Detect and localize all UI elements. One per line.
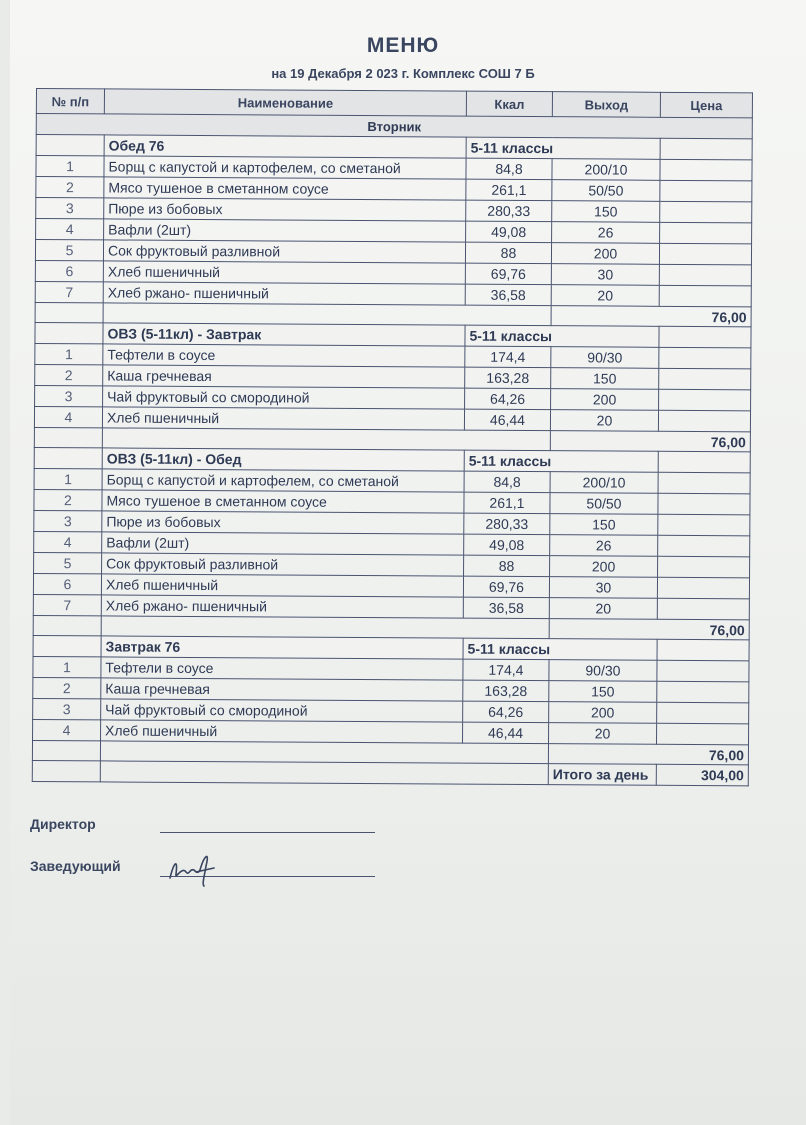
dish-name: Хлеб пшеничный <box>101 574 463 597</box>
dish-output: 200 <box>550 556 658 578</box>
section-classes: 5-11 классы <box>463 638 657 660</box>
dish-name: Хлеб ржано- пшеничный <box>101 595 463 618</box>
dish-kcal: 261,1 <box>464 492 550 514</box>
section-price-cell <box>660 138 752 160</box>
row-number: 4 <box>33 719 101 740</box>
dish-kcal: 163,28 <box>465 367 551 389</box>
dish-kcal: 49,08 <box>466 221 552 243</box>
handwritten-signature <box>166 848 226 888</box>
dish-kcal: 84,8 <box>464 471 550 493</box>
dish-kcal: 36,58 <box>465 284 551 306</box>
dish-kcal: 261,1 <box>466 179 552 201</box>
dish-price <box>659 285 751 307</box>
dish-price <box>658 535 750 557</box>
director-label: Директор <box>30 816 96 832</box>
dish-kcal: 88 <box>464 555 550 577</box>
dish-name: Хлеб пшеничный <box>102 407 464 430</box>
total-empty-cell <box>101 616 549 639</box>
dish-output: 150 <box>550 514 658 536</box>
dish-output: 20 <box>549 598 657 620</box>
dish-output: 20 <box>549 723 657 745</box>
row-number: 5 <box>34 552 102 573</box>
total-empty-cell <box>100 761 548 785</box>
section-price-cell <box>658 451 750 473</box>
dish-price <box>659 389 751 411</box>
dish-name: Хлеб ржано- пшеничный <box>103 282 465 305</box>
dish-output: 200/10 <box>552 159 660 181</box>
dish-name: Каша гречневая <box>103 365 465 388</box>
day-total-row <box>32 760 748 785</box>
manager-label: Заведующий <box>30 858 121 874</box>
dish-output: 20 <box>550 410 658 432</box>
dish-kcal: 46,44 <box>463 722 549 744</box>
column-header-price: Цена <box>660 92 752 118</box>
dish-kcal: 84,8 <box>466 158 552 180</box>
dish-price <box>657 660 749 682</box>
dish-kcal: 69,76 <box>463 576 549 598</box>
dish-name: Чай фруктовый со смородиной <box>101 699 463 722</box>
row-number: 5 <box>35 240 103 261</box>
section-classes: 5-11 классы <box>465 325 659 347</box>
row-number: 4 <box>36 219 104 240</box>
section-classes: 5-11 классы <box>464 450 658 472</box>
dish-output: 50/50 <box>552 180 660 202</box>
row-number: 3 <box>34 510 102 531</box>
page-title: МЕНЮ <box>366 34 440 57</box>
dish-price <box>660 222 752 244</box>
dish-output: 150 <box>552 201 660 223</box>
section-price-cell <box>657 639 749 661</box>
column-header-number: № п/п <box>36 89 104 114</box>
dish-price <box>659 264 751 286</box>
director-signature-line <box>160 832 375 833</box>
dish-output: 30 <box>549 577 657 599</box>
dish-output: 200/10 <box>550 472 658 494</box>
dish-price <box>657 681 749 703</box>
row-number: 1 <box>33 656 101 677</box>
dish-output: 200 <box>551 243 659 265</box>
row-number: 7 <box>33 594 101 615</box>
row-number: 2 <box>36 177 104 198</box>
menu-table <box>32 88 753 786</box>
row-number: 2 <box>34 489 102 510</box>
dish-price <box>658 410 750 432</box>
dish-kcal: 49,08 <box>464 534 550 556</box>
dish-kcal: 174,4 <box>465 346 551 368</box>
row-number: 6 <box>33 573 101 594</box>
row-number: 4 <box>34 406 102 427</box>
dish-price <box>657 577 749 599</box>
dish-kcal: 163,28 <box>463 680 549 702</box>
dish-price <box>658 514 750 536</box>
section-number-cell <box>36 135 104 156</box>
total-empty-cell <box>103 303 551 326</box>
row-number: 4 <box>34 531 102 552</box>
column-header-kcal: Ккал <box>466 91 552 117</box>
section-price-cell <box>659 326 751 348</box>
dish-price <box>658 493 750 515</box>
dish-kcal: 46,44 <box>464 409 550 431</box>
total-empty-cell <box>35 302 103 322</box>
dish-kcal: 174,4 <box>463 659 549 681</box>
row-number: 3 <box>33 698 101 719</box>
dish-output: 200 <box>551 389 659 411</box>
dish-price <box>658 472 750 494</box>
section-number-cell <box>33 635 101 656</box>
dish-output: 26 <box>550 535 658 557</box>
section-title: ОВЗ (5-11кл) - Обед <box>102 448 464 471</box>
section-number-cell <box>34 447 102 468</box>
dish-name: Пюре из бобовых <box>102 511 464 534</box>
page-subtitle: на 19 Декабря 2 023 г. Комплекс СОШ 7 Б <box>271 66 535 81</box>
total-empty-cell <box>34 427 102 447</box>
dish-output: 200 <box>549 702 657 724</box>
dish-output: 26 <box>552 222 660 244</box>
section-title: Обед 76 <box>104 135 466 158</box>
day-label: Вторник <box>36 114 752 139</box>
dish-kcal: 280,33 <box>466 200 552 222</box>
row-number: 6 <box>35 260 103 281</box>
total-empty-cell <box>100 741 548 764</box>
section-total: 76,00 <box>548 744 748 765</box>
dish-output: 150 <box>549 681 657 703</box>
dish-name: Тефтели в соусе <box>103 344 465 367</box>
dish-kcal: 69,76 <box>465 263 551 285</box>
row-number: 7 <box>35 281 103 302</box>
row-number: 3 <box>36 198 104 219</box>
dish-output: 90/30 <box>549 660 657 682</box>
row-number: 1 <box>35 343 103 364</box>
dish-name: Сок фруктовый разливной <box>103 240 465 263</box>
total-empty-cell <box>32 760 100 781</box>
dish-name: Вафли (2шт) <box>104 219 466 242</box>
dish-kcal: 64,26 <box>465 388 551 410</box>
dish-price <box>659 347 751 369</box>
dish-price <box>660 201 752 223</box>
dish-name: Борщ с капустой и картофелем, со сметаной <box>102 469 464 492</box>
dish-output: 20 <box>551 285 659 307</box>
dish-price <box>660 180 752 202</box>
dish-name: Пюре из бобовых <box>104 198 466 221</box>
section-title: Завтрак 76 <box>101 636 463 659</box>
total-empty-cell <box>102 428 550 451</box>
dish-name: Каша гречневая <box>101 678 463 701</box>
section-total: 76,00 <box>551 306 751 327</box>
dish-name: Хлеб пшеничный <box>101 720 463 743</box>
section-total: 76,00 <box>550 431 750 452</box>
column-header-output: Выход <box>552 92 660 118</box>
dish-output: 50/50 <box>550 493 658 515</box>
dish-output: 90/30 <box>551 347 659 369</box>
dish-price <box>659 243 751 265</box>
section-number-cell <box>35 322 103 343</box>
dish-name: Хлеб пшеничный <box>103 261 465 284</box>
day-total-value: 304,00 <box>656 764 748 786</box>
dish-name: Мясо тушеное в сметанном соусе <box>104 177 466 200</box>
dish-price <box>657 723 749 745</box>
dish-name: Вафли (2шт) <box>102 532 464 555</box>
total-empty-cell <box>32 740 100 760</box>
dish-kcal: 36,58 <box>463 597 549 619</box>
dish-price <box>658 556 750 578</box>
row-number: 2 <box>33 677 101 698</box>
dish-price <box>657 598 749 620</box>
column-header-name: Наименование <box>104 89 466 116</box>
dish-name: Сок фруктовый разливной <box>102 553 464 576</box>
row-number: 2 <box>35 364 103 385</box>
day-total-label: Итого за день <box>548 764 656 786</box>
section-classes: 5-11 классы <box>466 137 660 159</box>
dish-price <box>657 702 749 724</box>
section-total: 76,00 <box>549 619 749 640</box>
total-empty-cell <box>33 615 101 635</box>
row-number: 3 <box>35 385 103 406</box>
dish-kcal: 280,33 <box>464 513 550 535</box>
dish-output: 30 <box>551 264 659 286</box>
dish-name: Борщ с капустой и картофелем, со сметаной <box>104 156 466 179</box>
dish-name: Тефтели в соусе <box>101 657 463 680</box>
dish-price <box>659 368 751 390</box>
row-number: 1 <box>36 156 104 177</box>
menu-table-body <box>32 114 752 786</box>
dish-name: Чай фруктовый со смородиной <box>103 386 465 409</box>
dish-kcal: 64,26 <box>463 701 549 723</box>
row-number: 1 <box>34 468 102 489</box>
dish-price <box>660 159 752 181</box>
dish-name: Мясо тушеное в сметанном соусе <box>102 490 464 513</box>
dish-output: 150 <box>551 368 659 390</box>
dish-kcal: 88 <box>465 242 551 264</box>
section-title: ОВЗ (5-11кл) - Завтрак <box>103 323 465 346</box>
